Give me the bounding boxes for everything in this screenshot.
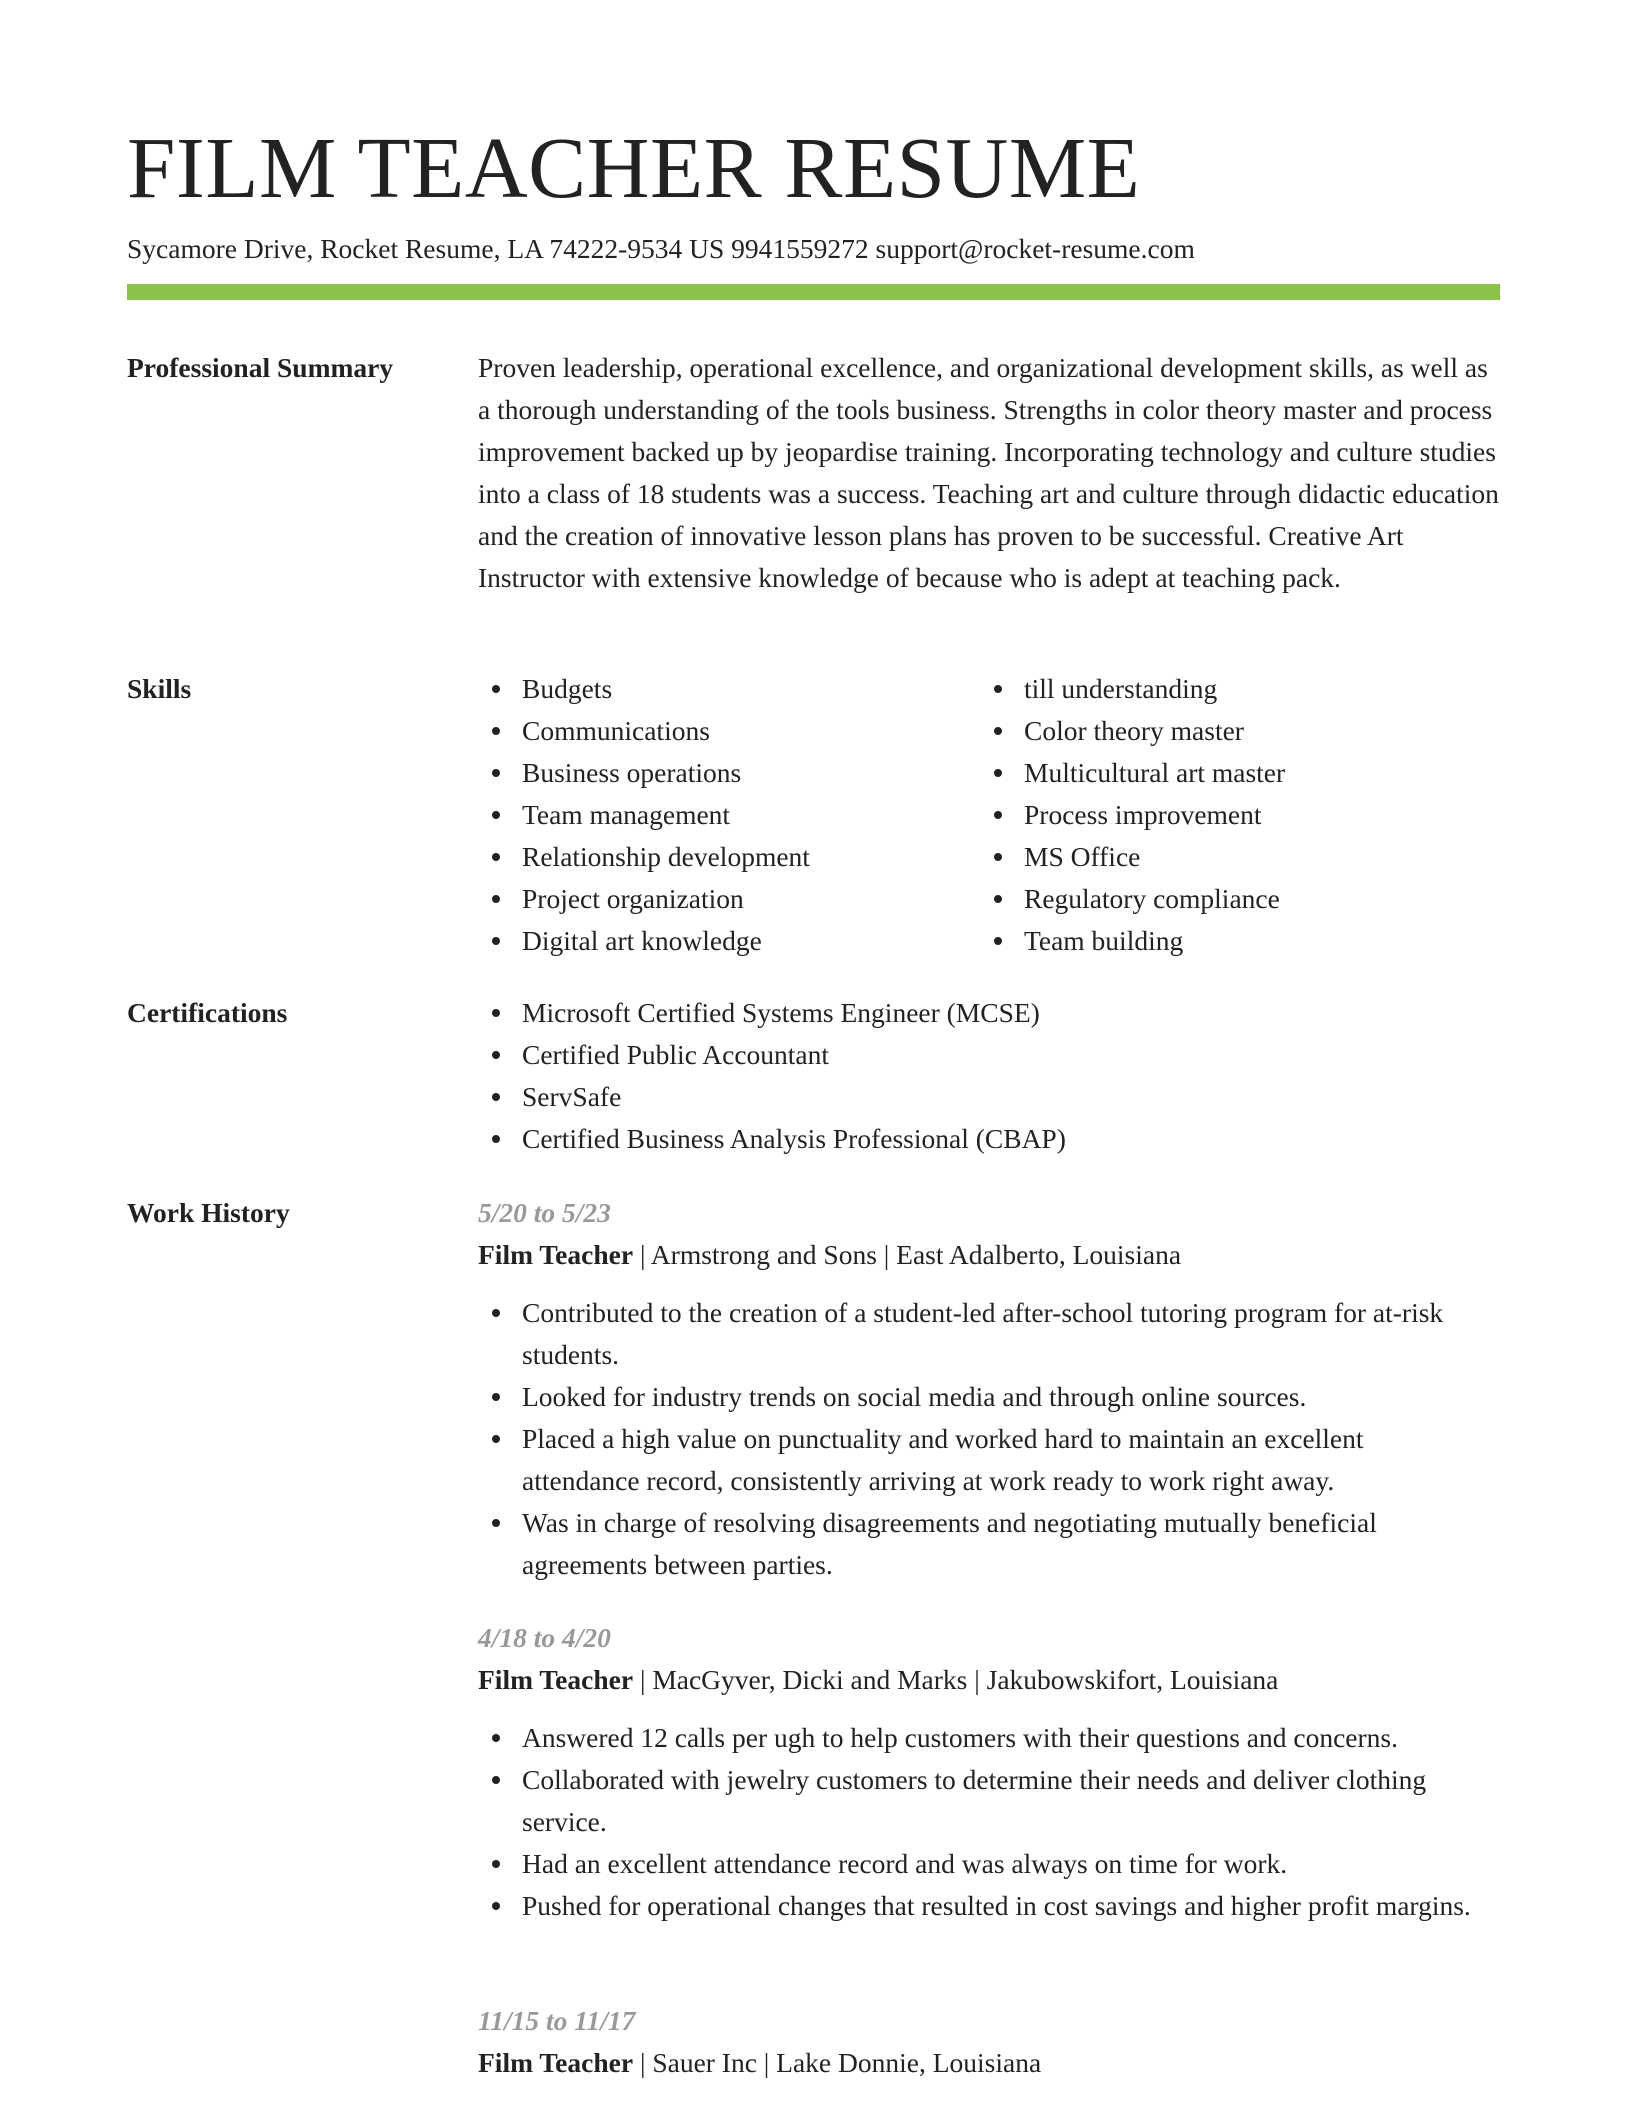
job-details: | Armstrong and Sons | East Adalberto, Louisiana [633, 1239, 1182, 1270]
job-headline [478, 2042, 1500, 2084]
skill-item: Digital art knowledge [478, 920, 810, 962]
certification-item: Microsoft Certified Systems Engineer (MCSE) [478, 992, 1500, 1034]
skill-item: Relationship development [478, 836, 810, 878]
summary-heading: Professional Summary [127, 352, 394, 383]
certification-item: ServSafe [478, 1076, 1500, 1118]
job-bullet: Answered 12 calls per ugh to help customers with their questions and concerns. [478, 1717, 1478, 1759]
skill-item: Color theory master [980, 710, 1285, 752]
skill-item: Budgets [478, 668, 810, 710]
job-dates: 4/18 to 4/20 [478, 1622, 611, 1653]
skills-heading: Skills [127, 673, 192, 704]
certifications-section [478, 992, 1500, 1160]
summary-section [478, 347, 1500, 599]
job-entry [478, 1617, 1500, 1927]
job-headline [478, 1234, 1500, 1276]
job-bullets [478, 1717, 1478, 1927]
job-entry [478, 2000, 1500, 2084]
job-bullet: Collaborated with jewelry customers to determine their needs and deliver clothing service. [478, 1759, 1478, 1843]
skill-item: MS Office [980, 836, 1285, 878]
skills-list-left [478, 668, 810, 962]
skills-list-right [980, 668, 1285, 962]
job-dates: 11/15 to 11/17 [478, 2005, 636, 2036]
job-bullets [478, 1292, 1478, 1586]
skill-item: Communications [478, 710, 810, 752]
work-history-heading: Work History [127, 1197, 290, 1228]
resume-title: FILM TEACHER RESUME [127, 119, 1141, 216]
job-role: Film Teacher [478, 1664, 634, 1695]
job-bullet: Pushed for operational changes that resulted in cost savings and higher profit margins. [478, 1885, 1478, 1927]
accent-divider [127, 284, 1500, 300]
job-bullet: Looked for industry trends on social media and through online sources. [478, 1376, 1478, 1418]
certifications-heading: Certifications [127, 997, 288, 1028]
job-details: | MacGyver, Dicki and Marks | Jakubowskifort, Louisiana [633, 1664, 1279, 1695]
skills-section [478, 668, 1500, 968]
skill-item: Multicultural art master [980, 752, 1285, 794]
skill-item: Project organization [478, 878, 810, 920]
summary-text: Proven leadership, operational excellence, and organizational development skills, as well as a thorough understanding of the tools business. Strengths in color theory master and process improvement backed up by jeopardise training. Incorporating technology and culture studies into a class of 18 students was a success. Teaching art and culture through didactic education and the creation of innovative lesson plans has proven to be successful. Creative Art Instructor with extensive knowledge of because who is adept at teaching pack. [478, 352, 1499, 593]
contact-line: Sycamore Drive, Rocket Resume, LA 74222-9534 US 9941559272 support@rocket-resume.com [127, 233, 1195, 264]
skill-item: Team building [980, 920, 1285, 962]
certifications-list [478, 992, 1500, 1160]
skill-item: Process improvement [980, 794, 1285, 836]
skill-item: Business operations [478, 752, 810, 794]
job-headline [478, 1659, 1500, 1701]
job-bullet: Was in charge of resolving disagreements and negotiating mutually beneficial agreements between parties. [478, 1502, 1478, 1586]
skill-item: Regulatory compliance [980, 878, 1285, 920]
skill-item: Team management [478, 794, 810, 836]
job-role: Film Teacher [478, 1239, 634, 1270]
certification-item: Certified Business Analysis Professional (CBAP) [478, 1118, 1500, 1160]
job-details: | Sauer Inc | Lake Donnie, Louisiana [633, 2047, 1042, 2078]
job-entry [478, 1192, 1500, 1586]
job-bullet: Had an excellent attendance record and was always on time for work. [478, 1843, 1478, 1885]
certification-item: Certified Public Accountant [478, 1034, 1500, 1076]
job-bullet: Contributed to the creation of a student-led after-school tutoring program for at-risk students. [478, 1292, 1478, 1376]
job-bullet: Placed a high value on punctuality and worked hard to maintain an excellent attendance record, consistently arriving at work ready to work right away. [478, 1418, 1478, 1502]
skill-item: till understanding [980, 668, 1285, 710]
job-role: Film Teacher [478, 2047, 634, 2078]
job-dates: 5/20 to 5/23 [478, 1197, 611, 1228]
